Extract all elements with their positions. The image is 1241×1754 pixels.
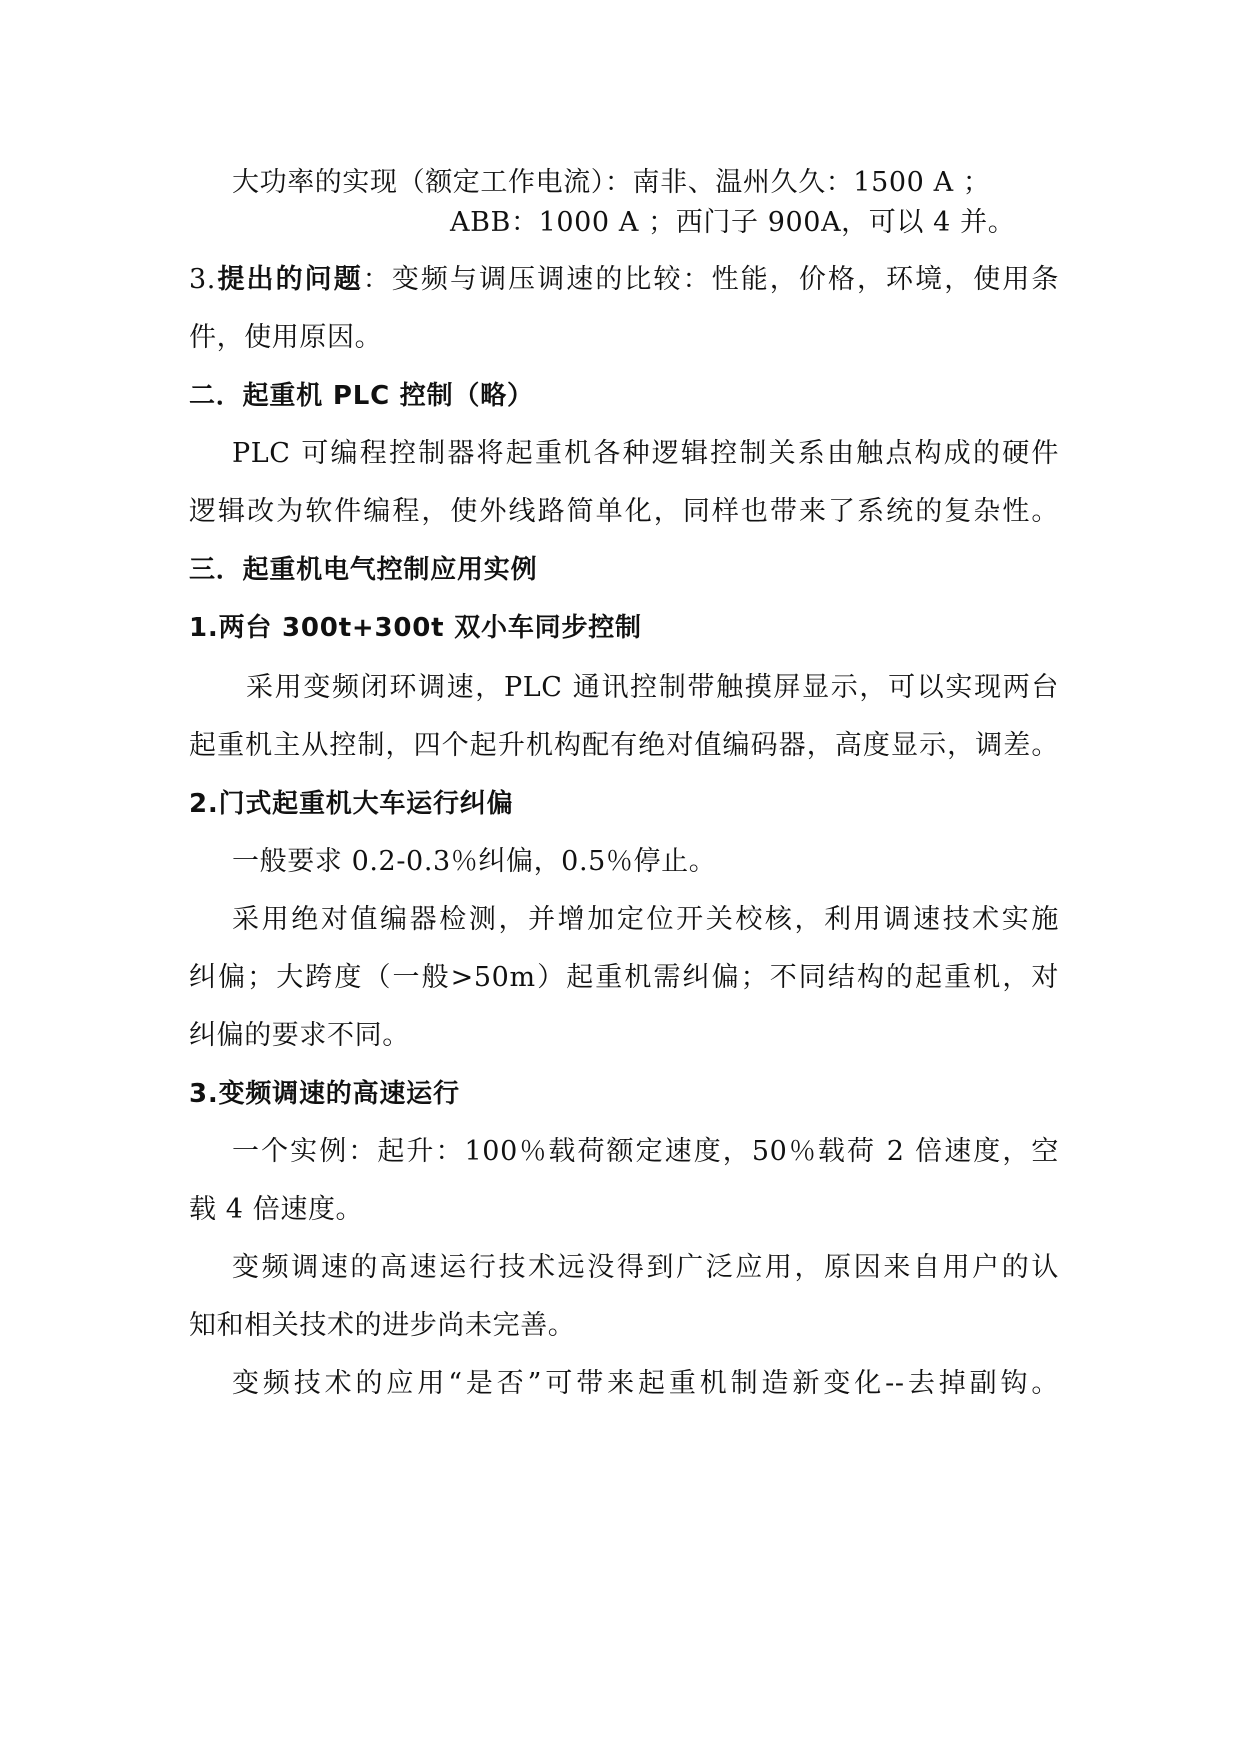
- text-line-question: [189, 263, 1059, 297]
- text-line-dual-trolley-2: 起重机主从控制，四个起升机构配有绝对值编码器，高度显示，调差。: [189, 730, 1059, 761]
- subheading-dual-trolley: 1.两台 300t+300t 双小车同步控制: [189, 613, 642, 643]
- question-number: 3.: [189, 264, 216, 295]
- text-line-plc-1: PLC 可编程控制器将起重机各种逻辑控制关系由触点构成的硬件: [232, 438, 1059, 469]
- text-line-question-cont: 件，使用原因。: [189, 322, 383, 353]
- text-line-correction-3: 纠偏的要求不同。: [189, 1020, 410, 1051]
- section-heading-plc: 二．起重机 PLC 控制（略）: [189, 381, 534, 411]
- text-line-high-speed-1: 一个实例：起升：100％载荷额定速度，50％载荷 2 倍速度，空: [232, 1136, 1059, 1167]
- question-label: 提出的问题: [215, 264, 363, 295]
- text-line-correction-1: 采用绝对值编器检测，并增加定位开关校核，利用调速技术实施: [232, 904, 1059, 935]
- text-line-high-speed-5: 变频技术的应用“是否”可带来起重机制造新变化--去掉副钩。: [232, 1368, 1059, 1399]
- text-line-high-speed-4: 知和相关技术的进步尚未完善。: [189, 1310, 576, 1341]
- text-line-high-speed-3: 变频调速的高速运行技术远没得到广泛应用，原因来自用户的认: [232, 1252, 1059, 1283]
- section-heading-examples: 三．起重机电气控制应用实例: [189, 555, 538, 585]
- text-line-power-rating: 大功率的实现（额定工作电流）：南非、温州久久：1500 A ；: [232, 167, 991, 198]
- text-line-plc-2: 逻辑改为软件编程，使外线路简单化，同样也带来了系统的复杂性。: [189, 496, 1059, 527]
- text-line-dual-trolley-1: 采用变频闭环调速，PLC 通讯控制带触摸屏显示，可以实现两台: [246, 672, 1059, 703]
- text-line-correction-req: 一般要求 0.2-0.3％纠偏，0.5％停止。: [232, 846, 717, 877]
- text-line-high-speed-2: 载 4 倍速度。: [189, 1194, 364, 1225]
- subheading-gantry-correction: 2.门式起重机大车运行纠偏: [189, 789, 514, 819]
- text-line-correction-2: 纠偏；大跨度（一般>50m）起重机需纠偏；不同结构的起重机，对: [189, 962, 1059, 993]
- question-text: ：变频与调压调速的比较：性能，价格，环境，使用条: [362, 264, 1060, 295]
- text-line-abb-rating: ABB：1000 A ；西门子 900A，可以 4 并。: [450, 207, 1016, 238]
- subheading-high-speed: 3.变频调速的高速运行: [189, 1079, 460, 1109]
